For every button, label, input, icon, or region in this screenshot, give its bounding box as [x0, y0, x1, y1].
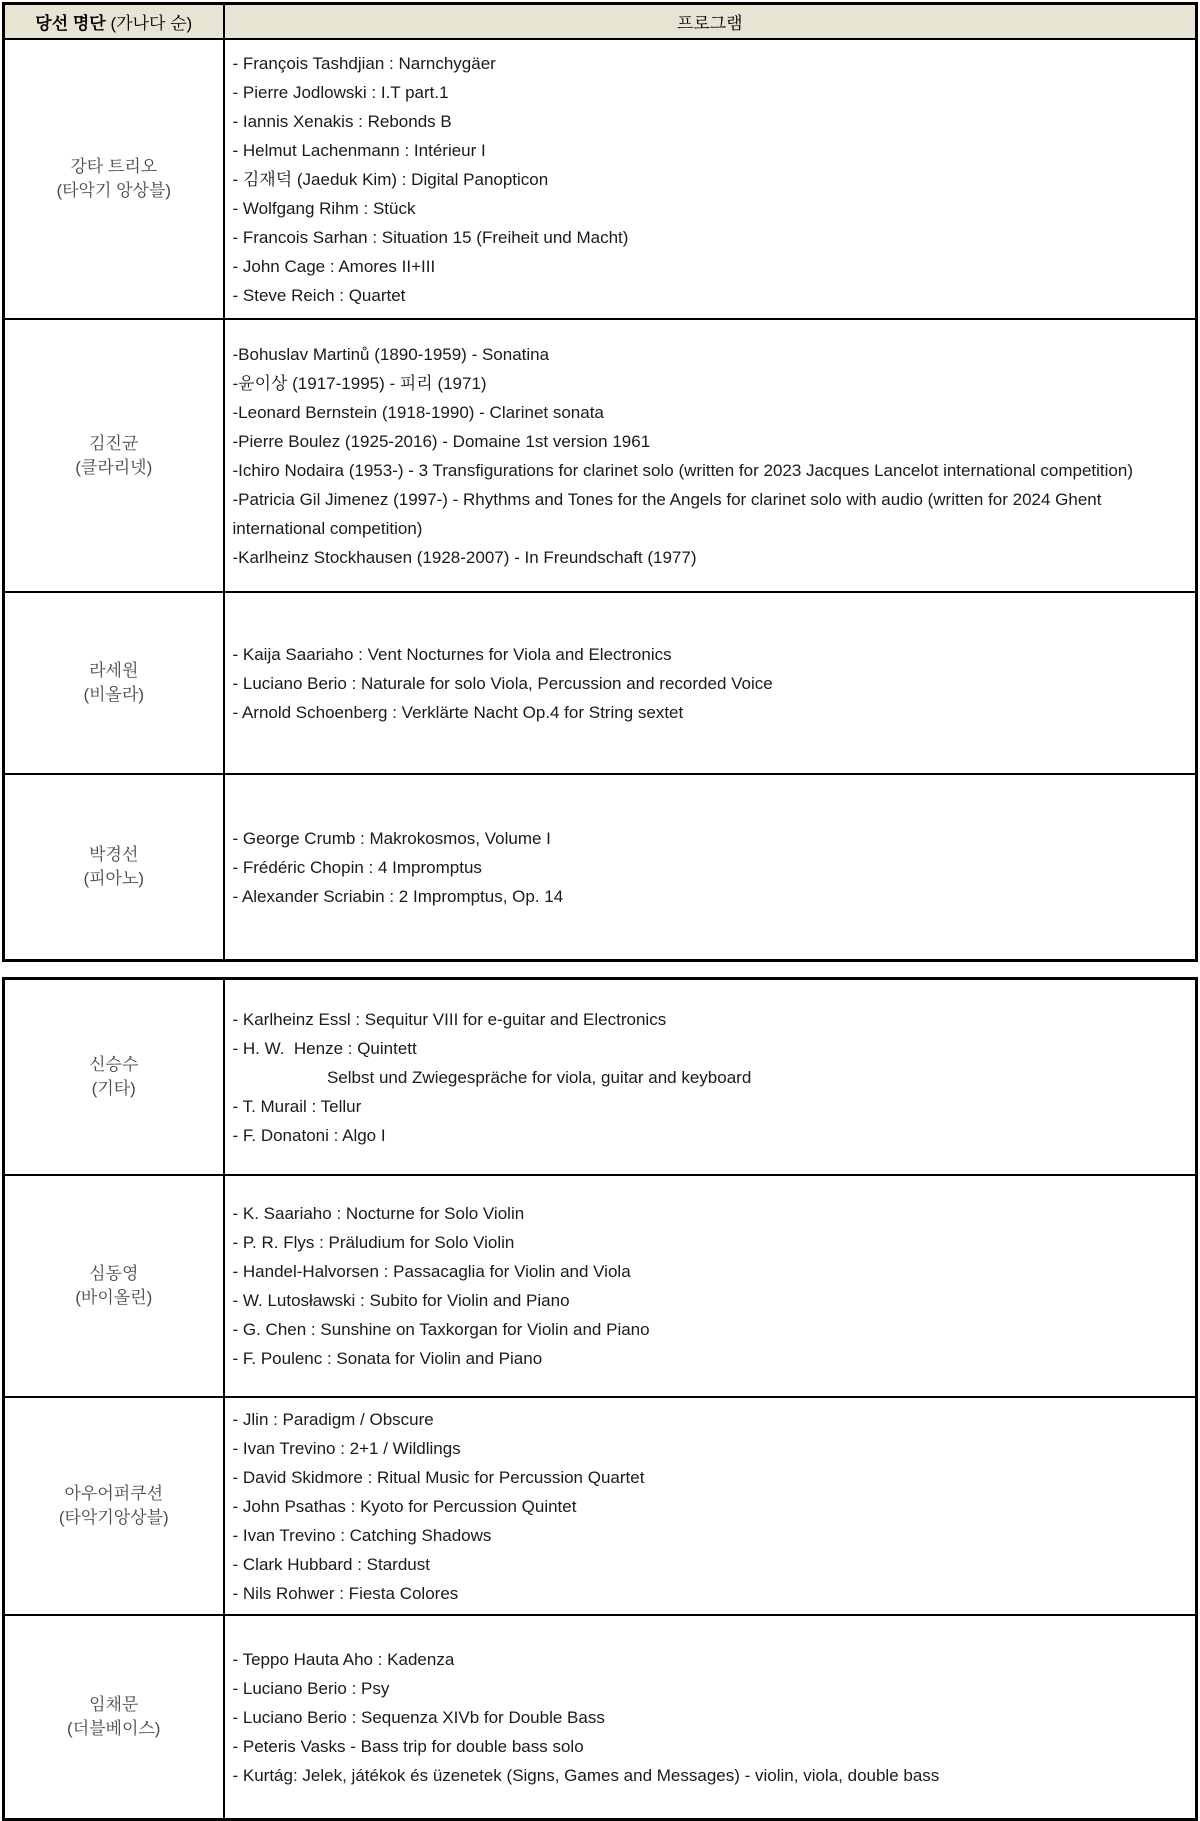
program-cell	[224, 319, 1197, 592]
winner-name-cell	[4, 774, 224, 961]
column-header-winners-bold: 당선 명단	[35, 14, 106, 33]
winner-name: 강타 트리오	[70, 157, 158, 176]
program-item: - Arnold Schoenberg : Verklärte Nacht Op.4 for String sextet	[232, 702, 684, 722]
program-item: - Francois Sarhan : Situation 15 (Freiheit und Macht)	[232, 227, 629, 247]
program-item: - W. Lutosławski : Subito for Violin and Piano	[232, 1291, 570, 1310]
table-row	[4, 39, 1197, 319]
program-item: - Teppo Hauta Aho : Kadenza	[232, 1649, 455, 1669]
program-cell	[224, 774, 1197, 961]
program-item: - Handel-Halvorsen : Passacaglia for Violin and Viola	[232, 1262, 631, 1281]
winner-instrument: (기타)	[91, 1079, 136, 1098]
program-item: - F. Donatoni : Algo I	[232, 1125, 386, 1145]
winner-name-cell	[4, 1397, 224, 1615]
table-row	[4, 979, 1197, 1176]
program-item: - David Skidmore : Ritual Music for Percussion Quartet	[232, 1467, 645, 1487]
program-item: -Ichiro Nodaira (1953-) - 3 Transfigurations for clarinet solo (written for 2023 Jacques Lancelot international competition)	[232, 460, 1134, 480]
program-item: - Luciano Berio : Naturale for solo Viola, Percussion and recorded Voice	[232, 673, 773, 693]
program-item: - Kaija Saariaho : Vent Nocturnes for Viola and Electronics	[232, 644, 672, 664]
column-header-winners	[4, 4, 224, 40]
table-row	[4, 1615, 1197, 1820]
program-item: - 김재덕 (Jaeduk Kim) : Digital Panopticon	[232, 169, 549, 189]
program-item: -Bohuslav Martinů (1890-1959) - Sonatina	[232, 344, 550, 364]
winner-name-cell	[4, 1175, 224, 1397]
program-item: - Peteris Vasks - Bass trip for double bass solo	[232, 1736, 584, 1756]
program-cell	[224, 1175, 1197, 1397]
winner-name: 김진균	[89, 433, 139, 453]
program-item: - John Cage : Amores II+III	[232, 256, 436, 276]
table-row	[4, 1175, 1197, 1397]
winner-instrument: (비올라)	[83, 685, 145, 704]
program-item: - Kurtág: Jelek, játékok és üzenetek (Signs, Games and Messages) - violin, viola, double bass	[232, 1765, 940, 1785]
program-item: - Steve Reich : Quartet	[232, 285, 406, 305]
winner-name-cell	[4, 592, 224, 774]
winner-instrument: (타악기앙상블)	[58, 1508, 169, 1527]
program-item: - K. Saariaho : Nocturne for Solo Violin	[232, 1204, 525, 1223]
program-cell	[224, 39, 1197, 319]
program-cell	[224, 592, 1197, 774]
program-item: - Clark Hubbard : Stardust	[232, 1554, 430, 1574]
program-item: - P. R. Flys : Präludium for Solo Violin	[232, 1233, 515, 1252]
program-item: - Jlin : Paradigm / Obscure	[232, 1409, 434, 1429]
program-item: - G. Chen : Sunshine on Taxkorgan for Violin and Piano	[232, 1320, 650, 1339]
winner-instrument: (더블베이스)	[67, 1719, 161, 1738]
program-item: - F. Poulenc : Sonata for Violin and Piano	[232, 1349, 543, 1368]
program-item: - Alexander Scriabin : 2 Impromptus, Op. 14	[232, 886, 564, 906]
program-item: - H. W. Henze : Quintett	[232, 1038, 417, 1058]
program-item: - John Psathas : Kyoto for Percussion Quintet	[232, 1496, 577, 1516]
winner-name-cell	[4, 319, 224, 592]
program-item: - Luciano Berio : Psy	[232, 1678, 390, 1698]
program-item: -Pierre Boulez (1925-2016) - Domaine 1st version 1961	[232, 431, 651, 451]
program-item: - François Tashdjian : Narnchygäer	[232, 53, 496, 73]
winner-name: 라세원	[89, 661, 139, 680]
winner-name-cell	[4, 39, 224, 319]
program-item: Selbst und Zwiegespräche for viola, guitar and keyboard	[232, 1067, 752, 1087]
column-header-winners-rest: (가나다 순)	[105, 14, 193, 33]
column-header-program: 프로그램	[224, 4, 1197, 40]
program-item: - George Crumb : Makrokosmos, Volume I	[232, 828, 551, 848]
program-cell	[224, 979, 1197, 1176]
winners-table-2	[2, 977, 1198, 1821]
winner-name: 박경선	[89, 845, 139, 864]
winner-instrument: (타악기 앙상블)	[56, 181, 172, 200]
table-gap	[0, 962, 1200, 977]
program-item: -윤이상 (1917-1995) - 피리 (1971)	[232, 373, 487, 393]
program-item: - Nils Rohwer : Fiesta Colores	[232, 1583, 459, 1603]
program-item: -Karlheinz Stockhausen (1928-2007) - In Freundschaft (1977)	[232, 547, 697, 567]
program-item: - Frédéric Chopin : 4 Impromptus	[232, 857, 482, 877]
program-item: - Helmut Lachenmann : Intérieur I	[232, 140, 486, 160]
table-row	[4, 774, 1197, 961]
program-item: - Wolfgang Rihm : Stück	[232, 198, 416, 218]
winner-name-cell	[4, 1615, 224, 1820]
header-row	[4, 4, 1197, 40]
winner-name-cell	[4, 979, 224, 1176]
winner-instrument: (피아노)	[83, 869, 145, 888]
program-cell	[224, 1397, 1197, 1615]
winner-instrument: (바이올린)	[75, 1288, 153, 1307]
program-item: - Pierre Jodlowski : I.T part.1	[232, 82, 449, 102]
winner-name: 임채문	[89, 1695, 139, 1714]
program-item: -Leonard Bernstein (1918-1990) - Clarinet sonata	[232, 402, 604, 422]
winners-table-1	[2, 2, 1198, 962]
program-item: - Iannis Xenakis : Rebonds B	[232, 111, 452, 131]
winner-name: 아우어퍼쿠션	[64, 1484, 164, 1503]
program-item: - Karlheinz Essl : Sequitur VIII for e-guitar and Electronics	[232, 1009, 667, 1029]
winner-name: 신승수	[89, 1055, 139, 1074]
program-item: -Patricia Gil Jimenez (1997-) - Rhythms and Tones for the Angels for clarinet solo with audio (written for 2024 Ghent international competition)	[232, 489, 1107, 538]
program-item: - Ivan Trevino : Catching Shadows	[232, 1525, 492, 1545]
program-item: - Ivan Trevino : 2+1 / Wildlings	[232, 1438, 461, 1458]
table-row	[4, 592, 1197, 774]
program-cell	[224, 1615, 1197, 1820]
winner-name: 심동영	[89, 1264, 139, 1283]
program-item: - Luciano Berio : Sequenza XIVb for Double Bass	[232, 1707, 605, 1727]
table-row	[4, 1397, 1197, 1615]
program-item: - T. Murail : Tellur	[232, 1096, 362, 1116]
table-row	[4, 319, 1197, 592]
winner-instrument: (클라리넷)	[75, 457, 153, 477]
